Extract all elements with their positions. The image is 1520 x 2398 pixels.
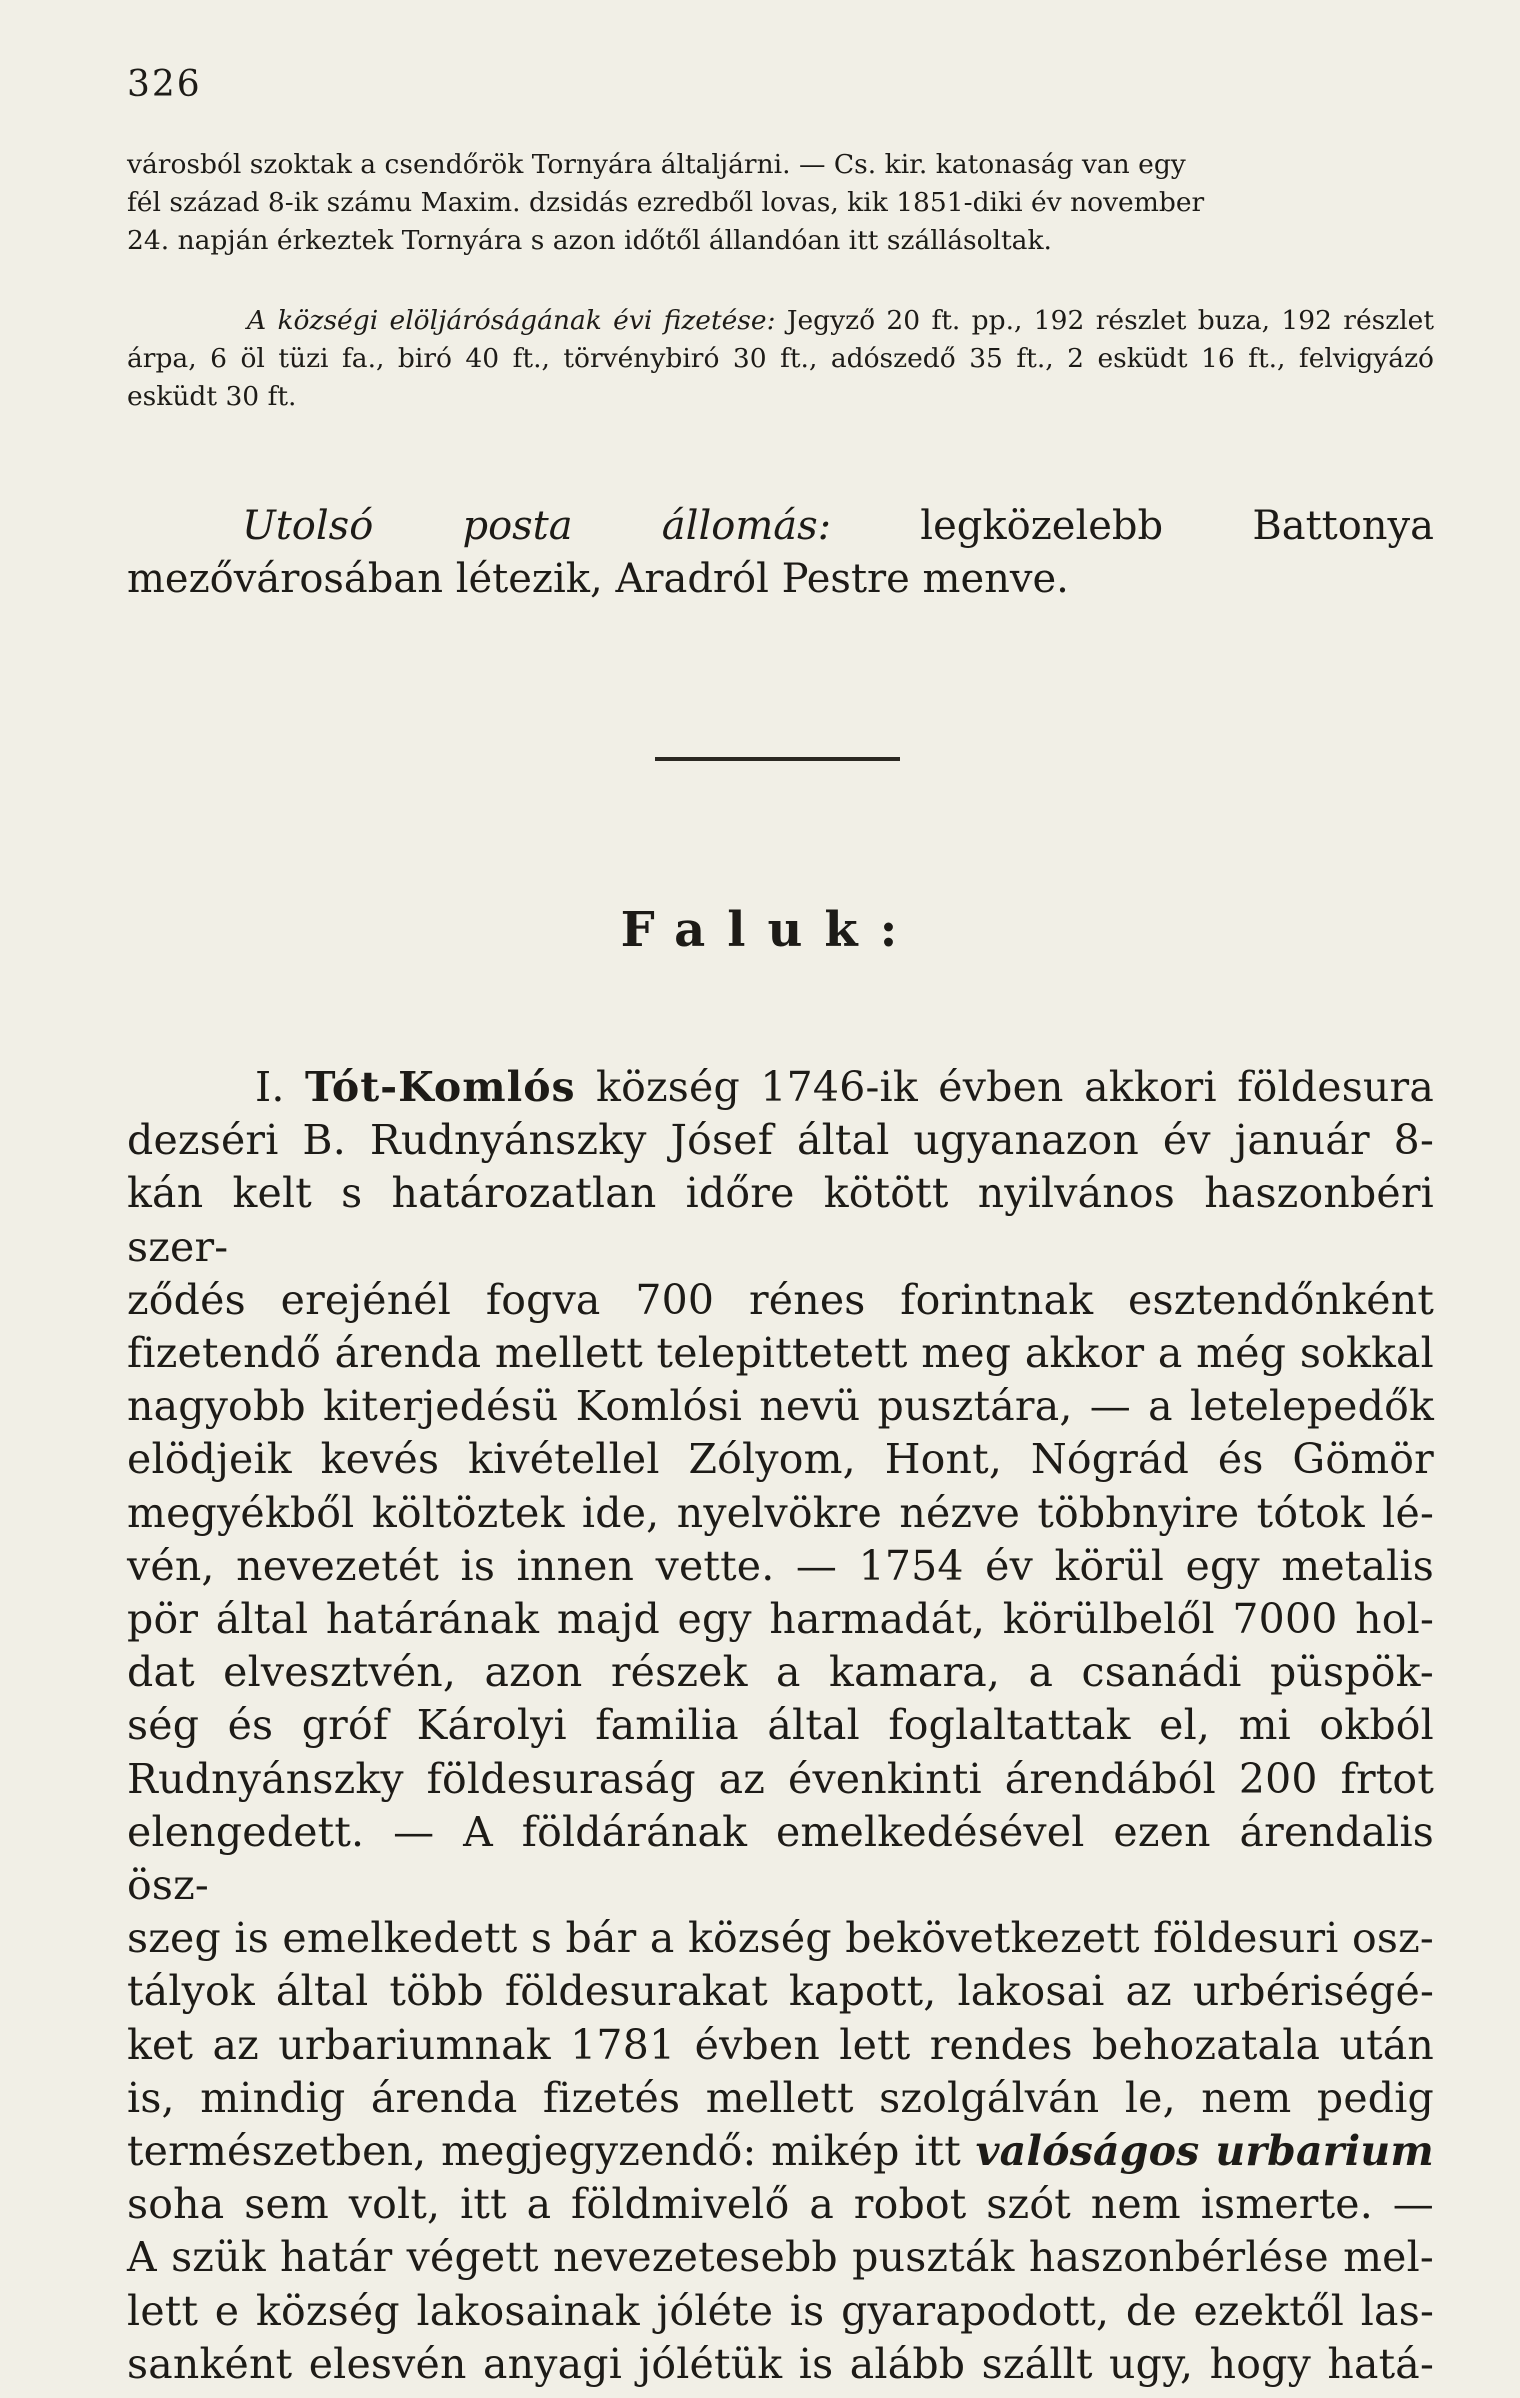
paragraph-post-office: [127, 500, 1434, 606]
text-line: tályok által több földesurakat kapott, lakosai az urbériségé-: [127, 1967, 1434, 2016]
text-line: kán kelt s határozatlan időre kötött nyilvános haszonbéri szer-: [127, 1169, 1434, 1271]
section-heading: Faluk:: [620, 902, 920, 958]
page-number: 326: [127, 64, 202, 105]
emphasis-urbarium: valóságos urbarium: [975, 2127, 1434, 2176]
salaries-lead: A községi elöljáróságának évi fizetése:: [247, 305, 776, 336]
paragraph-military: [127, 146, 1434, 260]
text-line: ket az urbariumnak 1781 évben lett rendes behozatala után: [127, 2020, 1434, 2069]
paragraph-salaries: [127, 302, 1434, 416]
text-line: Rudnyánszky földesuraság az évenkinti árendából 200 frtot: [127, 1754, 1434, 1803]
text-line: sanként elesvén anyagi jólétük is alább szállt ugy, hogy hatá-: [127, 2339, 1434, 2388]
text-line: dat elvesztvén, azon részek a kamara, a csanádi püspök-: [127, 1648, 1434, 1697]
text-line: 24. napján érkeztek Tornyára s azon időtől állandóan itt szállásoltak.: [127, 225, 1052, 256]
text-line: szeg is emelkedett s bár a község bekövetkezett földesuri osz-: [127, 1914, 1434, 1963]
text-line: ség és gróf Károlyi familia által foglaltattak el, mi okból: [127, 1701, 1434, 1750]
section-divider: [655, 757, 900, 761]
text-line: elödjeik kevés kivétellel Zólyom, Hont, Nógrád és Gömör: [127, 1435, 1434, 1484]
item-number: I.: [255, 1063, 306, 1111]
text-line: fizetendő árenda mellett telepittetett meg akkor a még sokkal: [127, 1329, 1434, 1378]
text-line: nagyobb kiterjedésü Komlósi nevü pusztára, — a letelepedők: [127, 1382, 1434, 1431]
text-line: dezséri B. Rudnyánszky Jósef által ugyanazon év január 8-: [127, 1116, 1434, 1165]
text-line: természetben, megjegyzendő: mikép itt: [127, 2127, 976, 2176]
text-line: község 1746-ik évben akkori földesura: [575, 1063, 1434, 1111]
paragraph-tot-komlos: [127, 1061, 1434, 2391]
text-line: ződés erejénél fogva 700 rénes forintnak esztendőnként: [127, 1275, 1434, 1324]
text-line: soha sem volt, itt a földmivelő a robot szót nem ismerte. —: [127, 2180, 1434, 2229]
text-line: A szük határ végett nevezetesebb puszták haszonbérlése mel-: [127, 2233, 1434, 2282]
text-line: városból szoktak a csendőrök Tornyára általjárni. — Cs. kir. katonaság van egy: [127, 149, 1186, 180]
salaries-text: Jegyző 20 ft. pp., 192 részlet buza, 192 részlet árpa, 6 öl tüzi fa., biró 40 ft., törvénybiró 30 ft., adószedő 35 ft., 2 esküdt 16 ft., felvigyázó esküdt 30 ft.: [127, 305, 1434, 412]
text-line: fél század 8-ik számu Maxim. dzsidás ezredből lovas, kik 1851-diki év november: [127, 187, 1205, 218]
text-line: is, mindig árenda fizetés mellett szolgálván le, nem pedig: [127, 2073, 1434, 2122]
text-line: elengedett. — A földárának emelkedésével ezen árendalis ösz-: [127, 1807, 1434, 1910]
text-line: megyékből költöztek ide, nyelvökre nézve többnyire tótok lé-: [127, 1488, 1434, 1537]
text-line: pör által határának majd egy harmadát, körülbelől 7000 hol-: [127, 1595, 1434, 1644]
post-office-lead: Utolsó posta állomás:: [242, 503, 832, 549]
text-line: lett e község lakosainak jóléte is gyarapodott, de ezektől las-: [127, 2286, 1434, 2335]
village-name: Tót-Komlós: [305, 1063, 576, 1111]
post-office-text: legközelebb Battonya mezővárosában létezik, Aradról Pestre menve.: [127, 503, 1434, 602]
text-line: vén, nevezetét is innen vette. — 1754 év körül egy metalis: [127, 1541, 1434, 1590]
